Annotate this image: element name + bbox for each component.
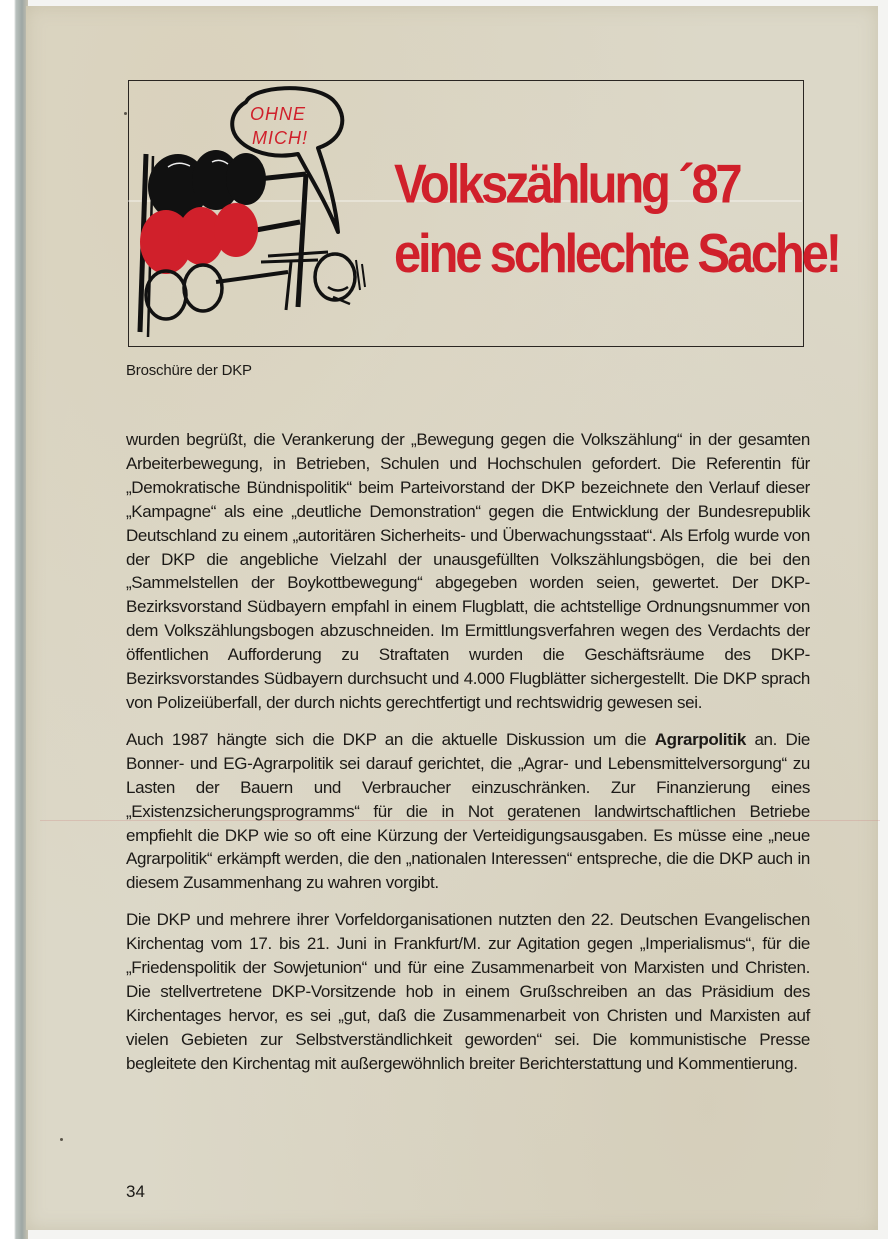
image-caption: Broschüre der DKP bbox=[126, 362, 252, 379]
paragraph bbox=[126, 728, 810, 895]
paragraph bbox=[126, 428, 810, 715]
svg-text:MICH!: MICH! bbox=[252, 128, 308, 148]
paragraph-text: wurden begrüßt, die Verankerung der „Bewegung gegen die Volkszählung“ in der gesamten Arbeiterbewegung, in Betrieben, Schulen und Hochschulen gefordert. Die Referentin für „Demokratische Bündnispolitik“ beim Parteivorstand der DKP bezeichnete den Verlauf dieser „Kampagne“ als eine „deutliche Demonstration“ gegen die Entwicklung der Bundesrepublik Deutschland zu einem „autoritären Sicherheits- und Überwachungsstaat“. Als Erfolg wurde von der DKP die angebliche Vielzahl der unausgefüllten Volkszählungsbögen, die bei den „Sammelstellen der Boykottbewegung“ abgegeben worden seien, gewertet. Der DKP-Bezirksvorstand Südbayern empfahl in einem Flugblatt, die achtstellige Ordnungsnummer von dem Volkszählungsbogen abzuschneiden. Im Ermittlungsverfahren wegen des Verdachts der öffentlichen Aufforderung zu Straftaten wurden die Geschäftsräume des DKP-Bezirksvorstandes Südbayern durchsucht und 4.000 Flugblätter sichergestellt. Die DKP sprach von Polizeiüberfall, der durch nichts gerechtfertigt und rechtswidrig gewesen sei. bbox=[126, 430, 810, 712]
paragraph-text: Auch 1987 hängte sich die DKP an die aktuelle Diskussion um die bbox=[126, 729, 655, 749]
headline bbox=[394, 150, 839, 289]
paragraph-text: an. Die Bonner- und EG-Agrarpolitik sei darauf gerichtet, die „Agrar- und Lebensmittelversorgung“ zu Lasten der Bauern und Verbraucher einzuschränken. Zur Finanzierung eines „Existenzsicherungsprogramms“ für die in Not geratenen landwirtschaftlichen Betriebe empfiehlt die DKP wie so oft eine Kürzung der Verteidigungsausgaben. Es müsse eine „neue Agrarpolitik“ erkämpft werden, die den „nationalen Interessen“ entspreche, die die DKP auch in diesem Zusammenhang zu wahren vorgibt. bbox=[126, 729, 810, 893]
paper-speck bbox=[124, 112, 127, 115]
paragraph-text: Die DKP und mehrere ihrer Vorfeldorganisationen nutzten den 22. Deutschen Evangelischen Kirchentag vom 17. bis 21. Juni in Frankfurt/M. zur Agitation gegen „Imperialismus“, für die „Friedenspolitik der Sowjetunion“ und für eine Zusammenarbeit von Marxisten und Christen. Die stellvertretene DKP-Vorsitzende hob in einem Grußschreiben an das Präsidium des Kirchentages hervor, es sei „gut, daß die Zusammenarbeit von Christen und Marxisten auf vielen Gebieten zur Selbstverständlichkeit geworden“ sei. Die kommunistische Presse begleitete den Kirchentag mit außergewöhnlich breiter Berichterstattung und Kommentierung. bbox=[126, 910, 810, 1073]
body-text bbox=[126, 428, 810, 1089]
emphasis-term: Agrarpolitik bbox=[654, 729, 746, 749]
abacus-cartoon-icon bbox=[128, 82, 378, 346]
paragraph bbox=[126, 908, 810, 1075]
headline-line-2: eine schlechte Sache! bbox=[394, 223, 839, 285]
page-number: 34 bbox=[126, 1182, 145, 1201]
scan-edge bbox=[0, 0, 28, 1239]
svg-text:OHNE: OHNE bbox=[250, 104, 307, 124]
paper-speck bbox=[60, 1138, 63, 1141]
headline-line-1: Volkszählung ´87 bbox=[394, 154, 740, 215]
